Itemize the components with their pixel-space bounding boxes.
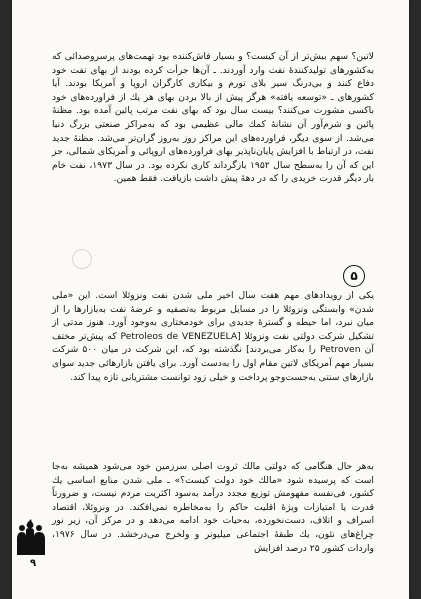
text-block-2 [52,289,374,384]
text-block-3 [52,460,374,555]
book-page [12,0,409,599]
paragraph: لاتین؟ سهم بیش‌تر از آن کیست؟ و بسیار فاش‌کننده بود تهمت‌های پرسروصدائی که به‌کشورهای تولیدکننده‌ٔ نفت وارد آوردند. ـ آن‌ها جرأت کرده بودند از بهای نفت خود دفاع کنند و بی‌درنگ سیر بلای تورم و بیکاری کارگران اروپا و آمریکا بودند. آیا کشورهای ـ «توسعه یافته» هرگز پیش از بالا بردن بهای هر یك از فراورده‌های خود باکسی مشورت می‌کنند؟ بیست سال بود که بهای نفت مرتب پائین آمده بود. مظنهٔ پائین و شرم‌آور آن نشانهٔ کمك مالی عظیمی بود که به‌مراکز صنعتی بزرگ دنیا می‌شد. از سوی دیگر، فراورده‌های این مراکز روز به‌روز گران‌تر می‌شد. مظنهٔ جدید نفت، در ارتباط با افزایش پایان‌ناپذیر بهای فراورده‌های اروپائی و آمریکای شمالی، جز این که آن را به‌سطح سال ۱۹۵۲ بازگرداند کاری نکرده بود. در سال ۱۹۷۳، نفت خام بار دیگر قدرت خریدی را که در دههٔ پیش داشت بازیافت. فقط همین. [52,51,375,185]
section-number-badge: ۵ [343,265,365,287]
paragraph: به‌هر حال هنگامی که دولتی مالك ثروت اصلی سرزمین خود می‌شود همیشه به‌جا است که پرسیده شود «مالك خود دولت کیست؟» ـ ملی شدن منابع اساسی یك کشور، فی‌نفسه مفهومش توزیع مجدد درآمد به‌سود اکثریت مردم نیست، و ضرورتاً قدرت یا امتیازات ویژهٔ اقلیت حاکم را به‌مخاطره نمی‌افکند. در ونزوئلا، اقتصاد اسراف و اتلاف، دست‌نخورده، به‌حیات خود ادامه می‌دهد و در مرکز آن، زیر نور چراغ‌های نئون، یك طبقهٔ اجتماعی میلیونر و ولخرج می‌درخشد. در سال ۱۹۷۶، واردات کشور ۲۵ درصد افزایش [52,461,374,554]
page-number: ۹ [30,558,37,569]
paragraph: یکی از رویدادهای مهم هفت سال اخیر ملی شدن نفت ونزوئلا است. این «ملی شدن» وابستگی ونزوئلا را در مسایل مربوط به‌تصفیه و عرضهٔ نفت به‌بازارها را از میان نبرد، اما حیطه و گسترهٔ جدیدی برای خودمختاری به‌وجود آورد. هنوز مدتی از تشکیل شرکت دولتی نفت ونزوئلا [Petroleos de VENEZUELA که پیش‌تر مختف آن Petroven را به‌کار می‌بردند] نگذشته بود که، این شرکت در میان ۵۰۰ شرکت بسیار مهم آمریکای لاتین مقام اول را به‌دست آورد. برای یافتن بازارهائی جدید سوای بازارهای سنتی به‌جست‌وجو پرداخت و خیلی زود توانست مشتریانی تازه پیدا کند. [52,290,374,383]
text-block-1 [52,50,374,186]
bleed-through-mark [72,249,92,269]
crowd-silhouette-icon [16,519,46,555]
